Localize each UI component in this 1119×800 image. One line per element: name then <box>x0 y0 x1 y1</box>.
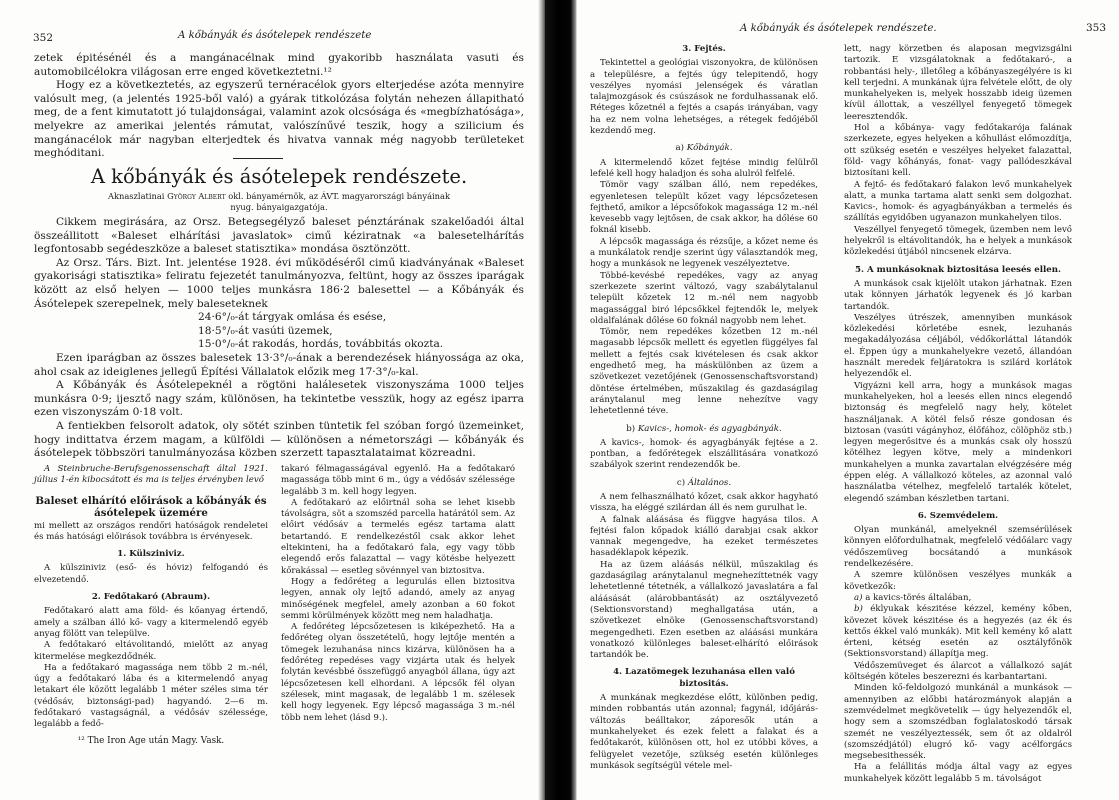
paragraph: A szemre különösen veszélyes munkák a következők: <box>844 570 1072 592</box>
article-title: A kőbányák és ásótelepek rendészete. <box>90 165 468 188</box>
book-spine-gutter <box>545 0 577 800</box>
list-item: a) a kavics-törés általában, <box>854 592 972 603</box>
paragraph: Tömör vagy szálban álló, nem repedékes, egyenletesen települt kőzet vagy lépcsőzetesen fejthető, amikor a lépcsőfokok magassága 12 m.-nél kevesebb vagy lejtősen, de csak akkor, ha dőlése 60 foknál kisebb. <box>590 180 818 236</box>
section-heading: 1. Külsziniviz. <box>117 549 185 560</box>
paragraph: Fedőtakaró alatt ama föld- és kőanyag értendő, amely a szálban álló kő- vagy a kitermelendő egyéb anyag fölött van települve. <box>34 606 268 639</box>
paragraph: A fedőtakaró az előirtnál soha se lehet kisebb távolságra, söt a szomszéd parcella határától sem. Az előirt védősáv a termelés egész tartama alatt betartandó. E rendelkezéstől csak akkor lehet eltekinteni, ha a fedőtakaró fala, egy vagy több elegendő erős falazattal — vagy kötésbe helyezett kőrakással — esetleg sövénnyel van biztositva. <box>281 497 515 576</box>
paragraph: Vigyázni kell arra, hogy a munkások magas munkahelyeken, hol a leesés ellen nincs elegendő biztonság és megfelelő nagy hely, kötelet használjanak. A kötél felső része gondosan és biztosan (vasúti vágányhoz, élőfához, cölöphöz stb.) legyen megerősitve és a munkás csak oly hosszú kötélhez legyen kötve, mely a mindenkori munkahelyen a munka zavartalan elvégzésére még éppen elég. A vállalkozó köteles, az azonnal való használatba vételhez, megfelelő tartalék kötelet, elegendő számban készletben tartani. <box>844 380 1072 504</box>
paragraph: Hogy ez a következtetés, az egyszerű ternéracélok gyors elterjedése azóta mennyire valósult meg, (a jelentés 1925-ből való) a gyárak titkolózása folytán nehezen állapitható meg, de a fent kimutatott jó tulajdonságai, valamint azok olcsósága és «megbízhatósága», melyekre az amerikai jelentés rámutat, valószínűvé teszik, hogy a szilicium és mangánacélok már nagyban elterjedtek és hivatva vannak még nagyobb területeket meghóditani. <box>34 79 524 160</box>
paragraph: takaró félmagasságával egyenlő. Ha a fedőtakaró magassága több mint 6 m., úgy a védősáv szélessége legalább 3 m. kell hogy legyen. <box>281 464 515 497</box>
paragraph: A nem felhasználható kőzet, csak akkor hagyható vissza, ha eléggé szilárdan áll és nem gurulhat le. <box>590 491 818 514</box>
footnote: ¹² The Iron Age után Magy. Vask. <box>77 735 225 746</box>
paragraph: Ha a fedőtakaró magassága nem több 2 m.-nél, úgy a fedőtakaró lába és a kitermelendő anyag letakart éle között legalább 1 méter széles sima tér (védősáv, biztonsági-pad) hagyandó. 2—6 m. fedőtakaró vastagságnál, a védősáv szélessége, legalább a fedő- <box>34 662 268 730</box>
paragraph: Olyan munkánál, amelyeknél szemsérülések könnyen előfordulhatnak, megfelelő védőálarc vagy védőszemüveg bocsátandó a munkások rendelkezésére. <box>844 525 1072 570</box>
paragraph: Védőszemüveget és álarcot a vállalkozó saját költségén köteles beszerezni és karbantartani. <box>844 660 1072 683</box>
section-heading: 5. A munkásoknak biztositása leesés ellen. <box>855 264 1061 275</box>
paragraph: A fentiekben felsorolt adatok, oly sötét szinben tüntetik fel szóban forgó üzemeinket, hogy indittatva érzem magam, a külföldi — különösen a németországi — kőbányák és ásótelepek többszöri tanulmányozása közben szerzett tapasztalataimat közreadni. <box>34 419 524 460</box>
list-item: b) éklyukak készitése kézzel, kemény kőben, kövezet kövek készitése és a hegyezés (az ék és kettős ékkel való munkák). Mit kell kemény kő alatt érteni, kétség esetén az osztályfőnök (Sektionsvorstand) állapítja meg. <box>844 604 1072 660</box>
subsection-heading: c) Általános. <box>676 477 732 488</box>
page-number: 352 <box>33 32 54 44</box>
paragraph: A fejtő- és fedőtakaró falakon levő munkahelyek alatt, a munka tartama alatt senki sem dolgozhat. Kavics-, homok- és agyagbányákban a termelés és szállítás egyidőben ugyanazon munkahelyen tilos. <box>844 179 1072 224</box>
paragraph: Veszélyes útrészek, amennyiben munkások közlekedési körletébe esnek, lezuhanás megakadályozása céljából, védőkorláttal látandók el. Éppen úgy a munkahelyekre vezető, állandóan használt meredek feljáratokra is szilárd korlátok helyezendők el. <box>844 312 1072 380</box>
paragraph: Tömör, nem repedékes kőzetben 12 m.-nél magasabb lépcsők mellett és egyetlen függélyes fal mellett a fejtés csak kivételesen és csak akkor engedhető meg, ha máskülönben az üzem a szövetkezet vezetőjének (Genossenschaftsvorstand) döntése értelmében, műszakilag és gazdaságilag aránytalanul meg lenne nehezítve vagy lehetetlenné téve. <box>590 327 818 417</box>
right-column-2 <box>844 44 1072 785</box>
paragraph: A munkának megkezdése előtt, különben pedig, minden robbantás után azonnal; fagynál, időjárás-változás beálltakor, záporesők után a munkahelyeket és ezek felett a falakat és a fedőtakarót, különösen ott, hol ez utóbbi köves, a felügyelet vezetője, szükség esetén különleges munkások segítségül vétele mel- <box>590 693 818 771</box>
byline: Aknaszlatinai György Albert okl. bányamérnök, az ÁVT. magyarországi bányáinak nyug. bányaigazgatója. <box>107 191 451 212</box>
author-name: György Albert <box>167 191 226 201</box>
paragraph: A kavics-, homok- és agyagbányák fejtése a 2. pontban, a fedőrétegek elszállitására vonatkozó szabályok szerint rendezendők be. <box>590 437 818 471</box>
subsection-heading: b) Kavics-, homok- és agyagbányák. <box>626 423 782 434</box>
paragraph: Cikkem megirására, az Orsz. Betegsegélyző baleset pénztárának szakelőadói által összeállitott «Baleset elhárítási javaslatok» cimű kéziratnak «a balesetelhárítás legfontosabb segédeszköze a baleset statisztika» mondása ösztönzött. <box>34 216 524 256</box>
paragraph: Hogy a fedőréteg a legurulás ellen biztositva legyen, annak oly lejtő adandó, amely az anyag minőségének megfelel, amely azonban a 60 fokot semmi körülmények között meg nem haladhatja. <box>281 576 515 621</box>
paragraph: Hol a kőbánya- vagy fedőtakarója falának szerkezete, egyes helyeken a kőhullást előmozdítja, ott szükség esetén e veszélyes helyeket falazattal, föld- vagy kőhányás, fonat- vagy pallódeszkával biztosítani kell. <box>844 123 1072 179</box>
paragraph: A lépcsők magassága és rézsűje, a kőzet neme és a munkálatok rendje szerint úgy választandók meg, hogy a munkások ne legyenek veszélyeztetve. <box>590 236 818 270</box>
left-column-1 <box>34 464 268 750</box>
paragraph: zetek épitésénél és a mangánacélnak mind gyakoribb használata vasuti és automobilcélokra világosan erre enged következtetni.¹² <box>34 52 524 78</box>
paragraph: Az Orsz. Társ. Bizt. Int. jelentése 1928. évi működéséről cimű kiadványának «Baleset gyakorisági statisztika» feliratu fejezetét tanulmányozva, feltünt, hogy az összes iparágak között az első helyen — 1000 teljes munkásra 186·2 balesettel — a Kőbányák és Ásótelepek szerepelnek, mely baleseteknek <box>34 256 524 310</box>
paragraph: Ha a felállitás módja által vagy az egyes munkahelyek között legalább 5 m. távolságot <box>844 762 1072 784</box>
paragraph: A fedőtakaró eltávolitandó, mielőtt az anyag kitermelése megkezdődnék. <box>34 640 268 662</box>
paragraph: Minden kő-feldolgozó munkánál a munkások — amennyiben az előbbi határozmányok alapján a szemvédelmet megkövetelik — úgy helyezendők el, hogy sem a szomszédban foglalatoskodó társak szemét ne veszélyeztessék, sem őt az oldalról (szomszédjától) elugró kő- vagy acélforgács megsebesithessék. <box>844 683 1072 762</box>
paragraph: mi mellett az országos rendőri hatóságok rendeletei és más hatósági előirások továbbra is érvényesek. <box>34 520 268 542</box>
paragraph: A falnak aláásása és függve hagyása tilos. A fejtési falon kőpadok kiálló darabjai csak akkor vannak megengedve, ha ezeket természetes hasadéklapok képezik. <box>590 514 818 559</box>
right-page <box>574 0 1119 800</box>
running-head: A kőbányák és ásótelepek rendészete. <box>740 23 937 34</box>
article-body <box>34 216 524 461</box>
paragraph: A Kőbányák és Ásótelepeknél a rögtöni halálesetek viszonyszáma 1000 teljes munkásra 0·9; ijesztő nagy szám, különösen, ha tekintetbe vesszük, hogy az egész iparra ezen viszonyszám 0·18 volt. <box>34 379 524 419</box>
section-heading: 3. Fejtés. <box>682 44 726 54</box>
section-heading: 4. Lazatömegek lezuhanása ellen való biztositás. <box>613 667 795 689</box>
running-head: A kőbányák és ásótelepek rendészete <box>178 30 372 41</box>
paragraph: lett, nagy körzetben és alaposan megvizsgálni tartozik. E vizsgálatoknak a fedőtakaró-, a robbantási hely-, illetőleg a kőbányaszegélyére is ki kell terjedni. A munkának újra felvétele előtt, de oly munkahelyeken is, melyek hosszabb ideig üzemen kívül állottak, a veszéllyel fenyegető tömegek leeresztendők. <box>844 44 1072 122</box>
section-heading: 6. Szemvédelem. <box>917 510 999 521</box>
page-number: 353 <box>1086 22 1107 34</box>
list-item: 15·0°/₀-át rakodás, hordás, továbbitás okozta. <box>198 338 444 351</box>
section-heading: 2. Fedőtakaró (Abraum). <box>91 592 211 603</box>
paragraph: Ezen iparágban az összes balesetek 13·3°/₀-ának a berendezések hiányossága az oka, ahol csak az ideiglenes jellegű Építési Vállalatok előzik meg 17·3°/₀-kal. <box>34 351 524 378</box>
intro-text <box>34 52 524 161</box>
left-page <box>0 0 548 800</box>
intro-italic: A Steinbruche-Berufsgenossenschaft által 1921. július 1-én kibocsátott és ma is teljes érvényben levő <box>34 464 268 486</box>
right-column-1 <box>590 44 818 772</box>
paragraph: Veszéllyel fenyegető tömegek, üzemben nem levő helyekről is eltávolitandók, ha e helyek a munkások közlekedési útjából nincsenek elzárva. <box>844 224 1072 258</box>
paragraph: Ha az üzem aláásás nélkül, műszakilag és gazdaságilag aránytalanul megnehezíttetnék vagy lehetetlenné tétetnék, a vállalkozó javaslatára a fal aláásását (alárobbantását) az osztályvezető (Sektionsvorstand) meghallgatása után, a szövetkezet elnöke (Genossenschaftsvorstand) megengedheti. Ezen esetben az aláásási munkára vonatkozó különleges baleset-elhárító előirások tartandók be. <box>590 559 818 661</box>
paragraph: A kitermelendő kőzet fejtése mindig felülről lefelé kell hogy haladjon és soha alulról felfelé. <box>590 157 818 179</box>
paragraph: Tekintettel a geológiai viszonyokra, de különösen a településre, a fejtés úgy telepitendő, hogy veszélyes nyomási jelenségek és váratlan talajmozgások és csúszások ne fordulhassanak elő. Réteges kőzetnél a fejtés a csapás irányában, vagy ha ez nem volna lehetséges, a rétegek fedőjéből kezdendő meg. <box>590 58 818 137</box>
list-item: 24·6°/₀-át tárgyak omlása és esése, <box>198 311 387 324</box>
left-column-2 <box>281 464 515 724</box>
regulations-heading: Baleset elhárító előirások a kőbányák és ásótelepek üzemére <box>35 494 267 519</box>
paragraph: A külsziniviz (eső- és hóviz) felfogandó és elvezetendő. <box>34 563 268 585</box>
list-item: 18·5°/₀-át vasúti üzemek, <box>198 324 333 337</box>
section-divider <box>233 158 283 159</box>
paragraph: A munkások csak kijelölt utakon járhatnak. Ezen utak könnyen járhatók legyenek és jó karban tartandók. <box>844 278 1072 312</box>
subsection-heading: a) Kőbányák. <box>675 143 733 154</box>
paragraph: Többé-kevésbé repedékes, vagy az anyag szerkezete szerint változó, vagy szabálytalanul települt kőzetek 12 m.-nél nem nagyobb magassággal biró lépcsőkkel fejtendők le, melyek oldalfalának dőlése 60 foknál nagyobb nem lehet. <box>590 270 818 326</box>
paragraph: A fedőréteg lépcsőzetesen is kiképezhető. Ha a fedőréteg olyan összetételű, hogy lejtője mentén a tömegek lezuhanása nincs kizárva, különösen ha a fedőréteg repedéses vagy vizjárta utak és helyek folytán kevésbbé összefüggő anyagból állana, úgy azt lépcsőzetesen kell elhordani. A lépcsők fél olyan szélesek, mint magasak, de legalább 1 m. szélesek kell hogy legyenek. Egy lépcső magassága 3 m.-nél több nem lehet (lásd 9.). <box>281 622 515 723</box>
